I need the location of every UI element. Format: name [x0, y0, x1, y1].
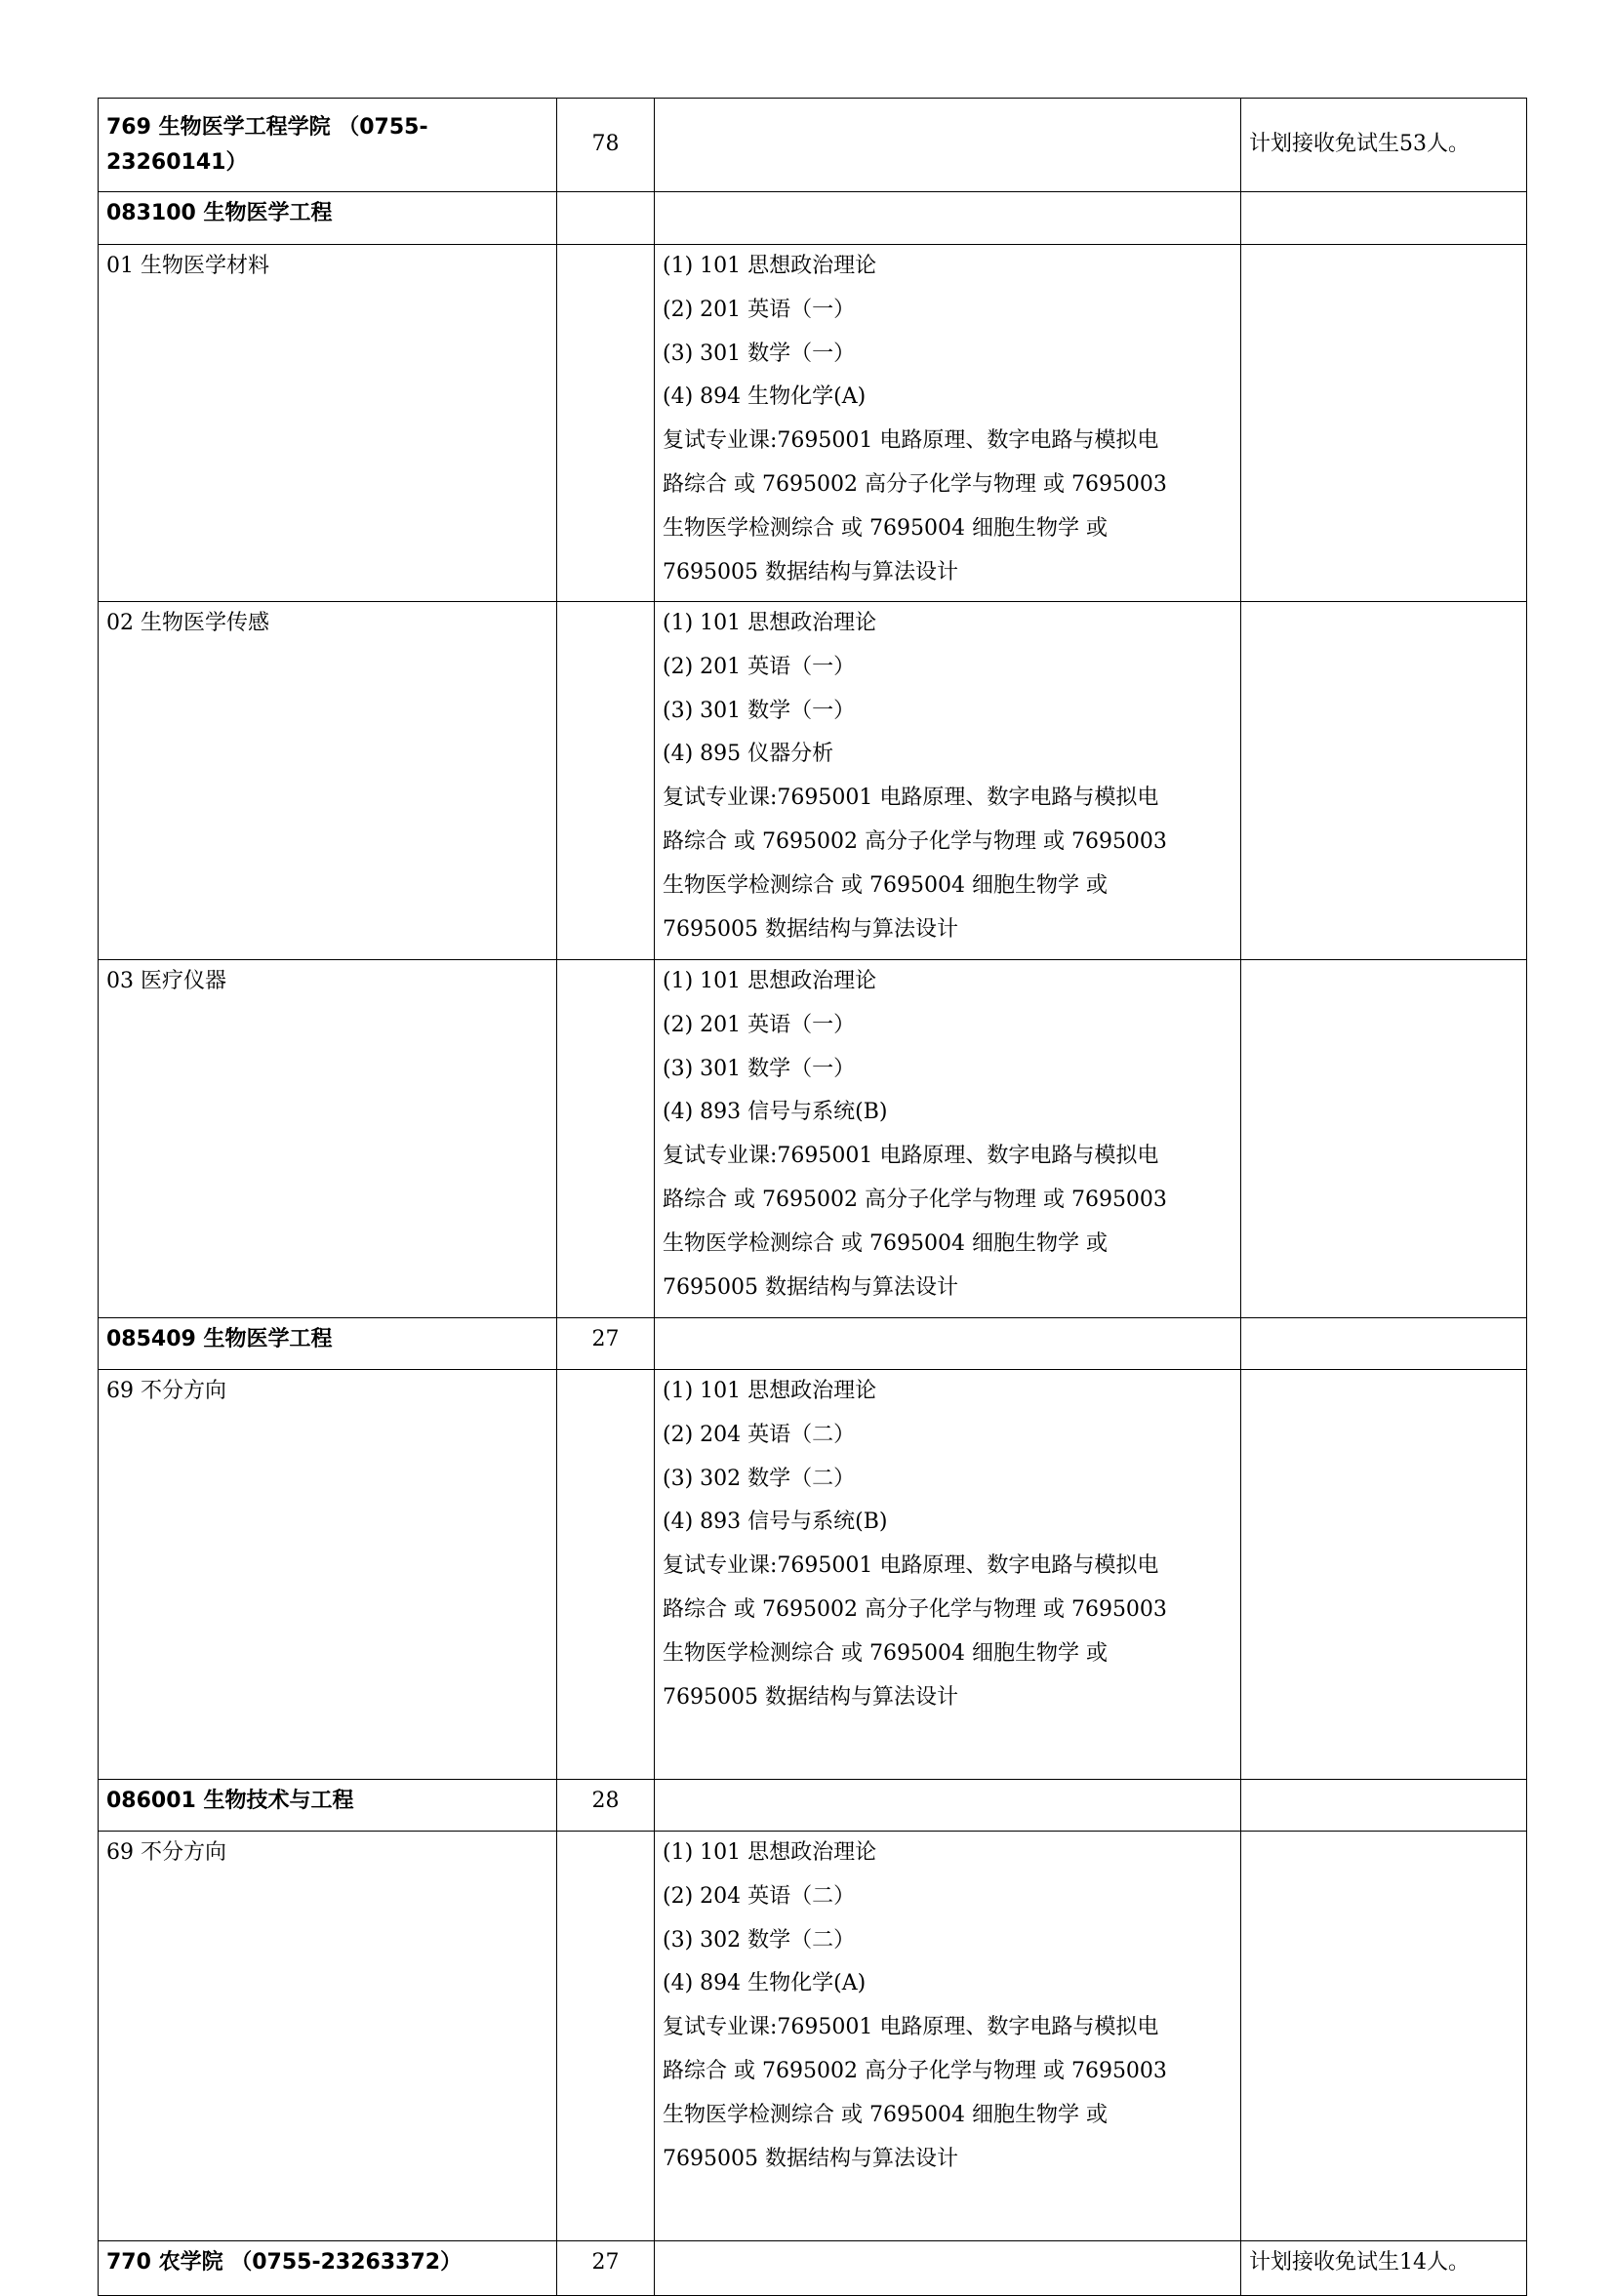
major-name: 085409 生物医学工程 — [99, 1318, 557, 1370]
exam-line: 7695005 数据结构与算法设计 — [663, 1684, 958, 1710]
exam-line: 复试专业课:7695001 电路原理、数字电路与模拟电 — [663, 785, 1159, 811]
exam-line: (3) 301 数学（一） — [663, 341, 856, 366]
table-row — [99, 245, 1527, 602]
exam-cell — [655, 602, 1241, 960]
exam-line: 复试专业课:7695001 电路原理、数字电路与模拟电 — [663, 1553, 1159, 1579]
exam-line: 复试专业课:7695001 电路原理、数字电路与模拟电 — [663, 428, 1159, 454]
quota-cell — [557, 245, 655, 602]
quota-cell: 28 — [557, 1780, 655, 1832]
note-cell — [1241, 1780, 1527, 1832]
exam-line: (2) 201 英语（一） — [663, 297, 856, 322]
exam-cell — [655, 245, 1241, 602]
exam-line: (1) 101 思想政治理论 — [663, 1379, 877, 1403]
exam-line: 路综合 或 7695002 高分子化学与物理 或 7695003 — [663, 471, 1167, 497]
exam-line: 7695005 数据结构与算法设计 — [663, 916, 958, 942]
quota-cell — [557, 602, 655, 960]
exam-line: 复试专业课:7695001 电路原理、数字电路与模拟电 — [663, 1144, 1159, 1169]
direction-name: 01 生物医学材料 — [99, 245, 557, 602]
exam-line: 7695005 数据结构与算法设计 — [663, 559, 958, 584]
exam-line: 路综合 或 7695002 高分子化学与物理 或 7695003 — [663, 1187, 1167, 1212]
table-row — [99, 99, 1527, 192]
major-name: 086001 生物技术与工程 — [99, 1780, 557, 1832]
exam-line: (2) 201 英语（一） — [663, 654, 856, 679]
exam-line: (3) 301 数学（一） — [663, 1056, 856, 1081]
exam-line: 路综合 或 7695002 高分子化学与物理 或 7695003 — [663, 2058, 1167, 2083]
note-cell — [1241, 960, 1527, 1318]
exam-line: (4) 893 信号与系统(B) — [663, 1100, 888, 1125]
table-row — [99, 192, 1527, 245]
exam-line: 7695005 数据结构与算法设计 — [663, 1274, 958, 1300]
exam-cell — [655, 99, 1241, 192]
exam-cell — [655, 960, 1241, 1318]
exam-line: (4) 893 信号与系统(B) — [663, 1510, 888, 1535]
exam-line: 生物医学检测综合 或 7695004 细胞生物学 或 — [663, 1230, 1108, 1256]
table-row — [99, 1318, 1527, 1370]
exam-line: 路综合 或 7695002 高分子化学与物理 或 7695003 — [663, 828, 1167, 854]
note-cell — [1241, 1832, 1527, 2241]
exam-cell — [655, 1370, 1241, 1780]
note-cell — [1241, 245, 1527, 602]
table-row — [99, 2241, 1527, 2296]
exam-line: (2) 201 英语（一） — [663, 1012, 856, 1037]
exam-cell — [655, 2241, 1241, 2296]
exam-line: (2) 204 英语（二） — [663, 1422, 856, 1447]
college-name: 769 生物医学工程学院 （0755-23260141） — [99, 99, 557, 192]
exam-line: (4) 895 仪器分析 — [663, 742, 834, 767]
direction-name: 69 不分方向 — [99, 1370, 557, 1780]
exam-line: 生物医学检测综合 或 7695004 细胞生物学 或 — [663, 1640, 1108, 1666]
exam-line: 7695005 数据结构与算法设计 — [663, 2146, 958, 2171]
exam-line: (3) 302 数学（二） — [663, 1927, 856, 1953]
exam-line: 路综合 或 7695002 高分子化学与物理 或 7695003 — [663, 1596, 1167, 1622]
college-name: 770 农学院 （0755-23263372） — [99, 2241, 557, 2296]
exam-line: 生物医学检测综合 或 7695004 细胞生物学 或 — [663, 515, 1108, 541]
direction-name: 69 不分方向 — [99, 1832, 557, 2241]
quota-cell — [557, 1832, 655, 2241]
exam-line: (1) 101 思想政治理论 — [663, 1840, 877, 1865]
exam-line: (1) 101 思想政治理论 — [663, 611, 877, 635]
note-cell — [1241, 602, 1527, 960]
exam-cell — [655, 192, 1241, 245]
quota-cell — [557, 192, 655, 245]
exam-line: (1) 101 思想政治理论 — [663, 969, 877, 993]
exam-line: 生物医学检测综合 或 7695004 细胞生物学 或 — [663, 872, 1108, 898]
exam-line: (4) 894 生物化学(A) — [663, 1971, 867, 1996]
exam-cell — [655, 1832, 1241, 2241]
exam-line: (1) 101 思想政治理论 — [663, 254, 877, 278]
table-row — [99, 1370, 1527, 1780]
quota-cell: 27 — [557, 2241, 655, 2296]
exam-cell — [655, 1780, 1241, 1832]
exam-line: (2) 204 英语（二） — [663, 1883, 856, 1909]
table-row — [99, 1832, 1527, 2241]
table-row — [99, 960, 1527, 1318]
exam-line: (4) 894 生物化学(A) — [663, 384, 867, 410]
direction-name: 03 医疗仪器 — [99, 960, 557, 1318]
note-cell: 计划接收免试生53人。 — [1241, 99, 1527, 192]
exam-line: (3) 302 数学（二） — [663, 1466, 856, 1491]
exam-line: 生物医学检测综合 或 7695004 细胞生物学 或 — [663, 2102, 1108, 2127]
exam-line: 复试专业课:7695001 电路原理、数字电路与模拟电 — [663, 2015, 1159, 2040]
note-cell: 计划接收免试生14人。 — [1241, 2241, 1527, 2296]
note-cell — [1241, 1370, 1527, 1780]
quota-cell — [557, 960, 655, 1318]
quota-cell — [557, 1370, 655, 1780]
quota-cell: 78 — [557, 99, 655, 192]
enrollment-table — [98, 98, 1527, 2296]
major-name: 083100 生物医学工程 — [99, 192, 557, 245]
exam-line: (3) 301 数学（一） — [663, 698, 856, 723]
note-cell — [1241, 192, 1527, 245]
note-cell — [1241, 1318, 1527, 1370]
exam-cell — [655, 1318, 1241, 1370]
table-row — [99, 602, 1527, 960]
table-row — [99, 1780, 1527, 1832]
direction-name: 02 生物医学传感 — [99, 602, 557, 960]
quota-cell: 27 — [557, 1318, 655, 1370]
